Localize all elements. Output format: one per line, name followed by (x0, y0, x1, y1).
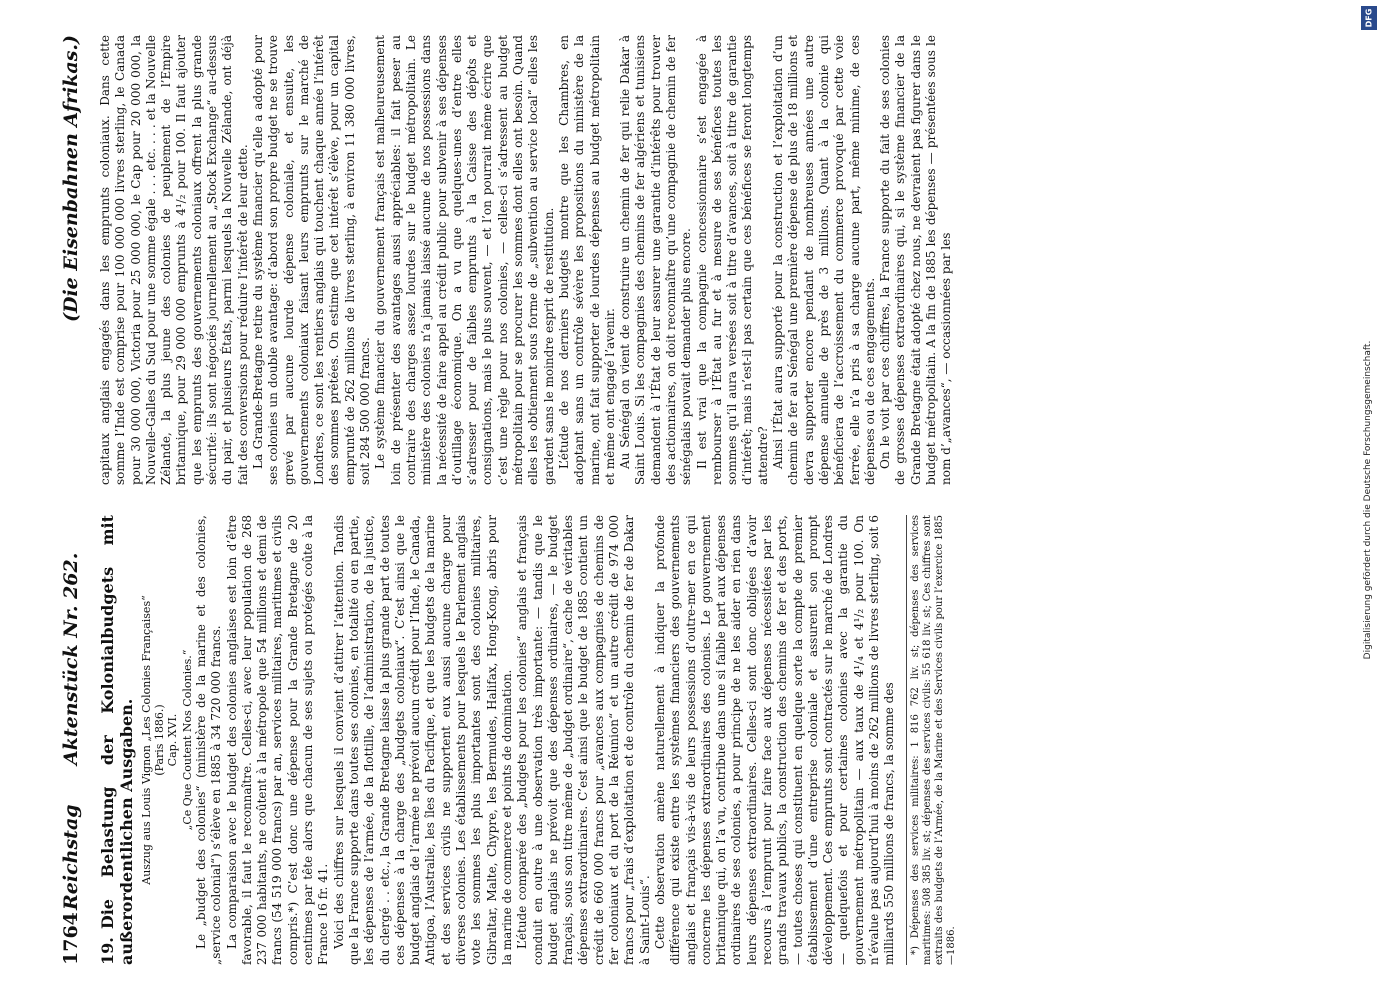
right-column (98, 35, 955, 485)
article-source: Auszug aus Louis Vignon „Les Colonies Françaises“ (140, 595, 153, 885)
left-column (98, 515, 958, 965)
paragraph: Ainsi l’État aura supporté pour la construction et l’exploitation d’un chemin de fer au Sénégal une première dépense de plus de 18 millions et devra supporter encore pendant de nombreuses années une autre dépense annuelle de près de 3 millions. Quant à la colonie qui bénéficiera de l’accroissement du commerce provoqué par cette voie ferrée, elle n’a pris à sa charge aucune part, même minime, de ces dépenses ou de ces engagements. (771, 35, 877, 485)
paragraph: L’étude de nos derniers budgets montre que les Chambres, en adoptant sans un contrôle sévère les propositions du ministère de la marine, ont fait supporter de lourdes dépenses au budget métropolitain et même ont engagé l’avenir. (556, 35, 617, 485)
article-title-text: Die Belastung der Kolonialbudgets mit außerordentlichen Ausgaben. (98, 515, 136, 965)
digitization-sidebar (1355, 0, 1383, 1000)
digitization-credit: Digitalisierung gefördert durch die Deutsche Forschungsgemeinschaft. (1363, 340, 1373, 660)
footnote-text: *) Dépenses des services militaires: 1 816 762 liv. st; dépenses des services maritimes: 508 385 liv. st; dépenses des services civils: 55 618 liv. st; Ces chiffres sont extraits des budgets de l’Armée, de la Marine et des Services civils pour l’exercice 1885—1886. (909, 515, 957, 965)
dfg-logo: DFG (1361, 6, 1377, 30)
article-publication: (Paris 1886.) (153, 704, 166, 776)
page-number: 1764 (60, 912, 82, 965)
paragraph: Au Sénégal on vient de construire un chemin de fer qui relie Dakar à Saint Louis. Si les compagnies des chemins de fer algériens et tunisiens demandent à l’État de leur assurer une garantie d’intérêts pour trouver des actionnaires, on doit reconnaître qu’une compagnie de chemin de fer sénégalais pouvait demander plus encore. (618, 35, 694, 485)
article-title (98, 515, 136, 965)
paragraph: La comparaison avec le budget des colonies anglaises est loin d’être favorable, il faut le reconnaître. Celles-ci, avec leur population de 268 237 000 habitants, ne coûtent à la métropole que 54 millions et demi de francs (54 519 000 francs) par an, services militaires, maritimes et civils compris.*) C’est donc une dépense pour la Grande Bretagne de 20 centimes par tête alors que chacun de ses sujets ou protégés coûte à la France 16 fr. 41. (224, 515, 331, 965)
header-section: (Die Eisenbahnen Afrikas.) (60, 35, 82, 323)
paragraph: Voici des chiffres sur lesquels il convient d’attirer l’attention. Tandis que la France supporte dans toutes ses colonies, en totalité ou en partie, les dépenses de l’armée, de la flottille, de l’administration, de la justice, du clergé . . etc., la Grande Bretagne laisse la plus grande part de toutes ces dépenses à la charge des „budgets coloniaux“. C’est ainsi que le budget anglais de l’armée ne prévoit aucun crédit pour l’Inde, le Canada, Antigoa, l’Australie, les îles du Pacifique, et que les budgets de la marine et des services civils ne supportent eux aussi aucune charge pour diverses colonies. Les établissements pour lesquels le Parlement anglais vote les sommes les plus importantes sont des colonies militaires, Gibraltar, Malte, Chypre, les Bermudes, Halifax, Hong-Kong, abris pour la marine de commerce et points de domination. (331, 515, 514, 965)
header-aktenstueck: Aktenstück Nr. 262. (60, 552, 82, 765)
header-reichstag: Reichstag (60, 804, 82, 910)
footnote (906, 515, 958, 965)
paragraph: capitaux anglais engagés dans les emprunts coloniaux. Dans cette somme l’Inde est comprise pour 100 000 000 livres sterling, le Canada pour 30 000 000, Victoria pour 25 000 000, le Cap pour 20 000 000, la Nouvelle-Galles du Sud pour une somme égale . . . etc. . . . et la Nouvelle Zélande, la plus jeune des colonies de peuplement de l’Empire britannique, pour 29 000 000 emprunts à 4¹/₂ pour 100. Il faut ajouter que les emprunts des gouvernements coloniaux offrent la plus grande sécurité: ils sont négociés journellement au „Stock Exchange“ au-dessus du pair, et plusieurs États, parmi lesquels la Nouvelle Zélande, ont déjà fait des conversions pour réduire l’intérêt de leur dette. (98, 35, 250, 485)
article-quote: „Ce Que Coutent Nos Colonies.“ (181, 649, 194, 831)
page-header (60, 35, 90, 965)
paragraph: Le système financier du gouvernement français est malheureusement loin de présenter des avantages aussi appréciables: il fait peser au contraire des charges assez lourdes sur le budget métropolitain. Le ministère des colonies n’a jamais laissé aucune de nos possessions dans la nécessité de faire appel au crédit public pour subvenir à ses dépenses d’outillage économique. On a vu que quelques-unes d’entre elles s’adresser pour de faibles emprunts à la Caisse des dépôts et consignations, mais le plus souvent, — et l’on pourrait même écrire que c’est une règle pour nos colonies, — celles-ci s’adressent au budget métropolitain pour se procurer les sommes dont elles ont besoin. Quand elles les obtiennent sous forme de „subvention au service local“ elles les gardent sans le moindre esprit de restitution. (373, 35, 556, 485)
paragraph: L’étude comparée des „budgets pour les colonies“ anglais et français conduit en outre à une observation très importante: — tandis que le budget anglais ne prévoit que des dépenses ordinaires, — le budget français, sous son titre même de „budget ordinaire“, cache de véritables dépenses extraordinaires. C’est ainsi que le budget de 1885 contient un crédit de 660 000 francs pour „avances aux compagnies de chemins de fer coloniaux et du port de la Réunion“ et un autre crédit de 974 000 francs pour „frais d’exploitation et de contrôle du chemin de fer de Dakar à Saint-Louis“. (515, 515, 652, 965)
article-chapter: Cap. XVI. (166, 713, 179, 767)
article-number: 19. (98, 937, 117, 965)
paragraph: Il est vrai que la compagnie concessionnaire s’est engagée à rembourser à l’État au fur et à mesure de ses bénéfices toutes les sommes qu’il aura versées soit à titre d’avances, soit à titre de garantie d’intérêt; mais n’est-il pas certain que ces bénéfices se feront longtemps attendre? (694, 35, 770, 485)
paragraph: La Grande-Bretagne retire du système financier qu’elle a adopté pour ses colonies un double avantage: d’abord son propre budget ne se trouve grevé par aucune lourde dépense coloniale, et ensuite, les gouvernements coloniaux faisant leurs emprunts sur le marché de Londres, ce sont les rentiers anglais qui touchent chaque année l’intérêt des sommes prêtées. On estime que cet intérêt s’élève, pour un capital emprunté de 262 millions de livres sterling, à environ 11 380 000 livres, soit 284 500 000 francs. (250, 35, 373, 485)
paragraph: Le „budget des colonies“ (ministère de la marine et des colonies, „service colonial“) s’élève en 1885 à 34 720 000 francs. (194, 515, 224, 965)
paragraph: On le voit par ces chiffres, la France supporte du fait de ses colonies de grosses dépenses extraordinaires qui, si le système financier de la Grande Bretagne était adopté chez nous, ne devraient pas figurer dans le budget métropolitain. A la fin de 1885 les dépenses — présentées sous le nom d’„avances“, — occasionnées par les (878, 35, 954, 485)
paragraph: Cette observation amène naturellement à indiquer la profonde différence qui existe entre les systèmes financiers des gouvernements anglais et français vis-à-vis de leurs possessions d’outre-mer en ce qui concerne les dépenses extraordinaires des colonies. Le gouvernement britannique qui, on l’a vu, contribue dans une si faible part aux dépenses ordinaires de ses colonies, a pour principe de ne les aider en rien dans leurs dépenses extraordinaires. Celles-ci sont donc obligées d’avoir recours à l’emprunt pour faire face aux dépenses nécessitées par les grands travaux publics, la construction des chemins de fer et des ports, — toutes choses qui constituent en quelque sorte la compte de premier établissement d’une entreprise coloniale et assurent son prompt développement. Ces emprunts sont contractés sur le marché de Londres — quelquefois et pour certaines colonies avec la garantie du gouvernement métropolitain — aux taux de 4¹/₄ et 4¹/₂ pour 100. On n’évalue pas aujourd’hui à moins de 262 millions de livres sterling, soit 6 milliards 550 millions de francs, la somme des (652, 515, 897, 965)
